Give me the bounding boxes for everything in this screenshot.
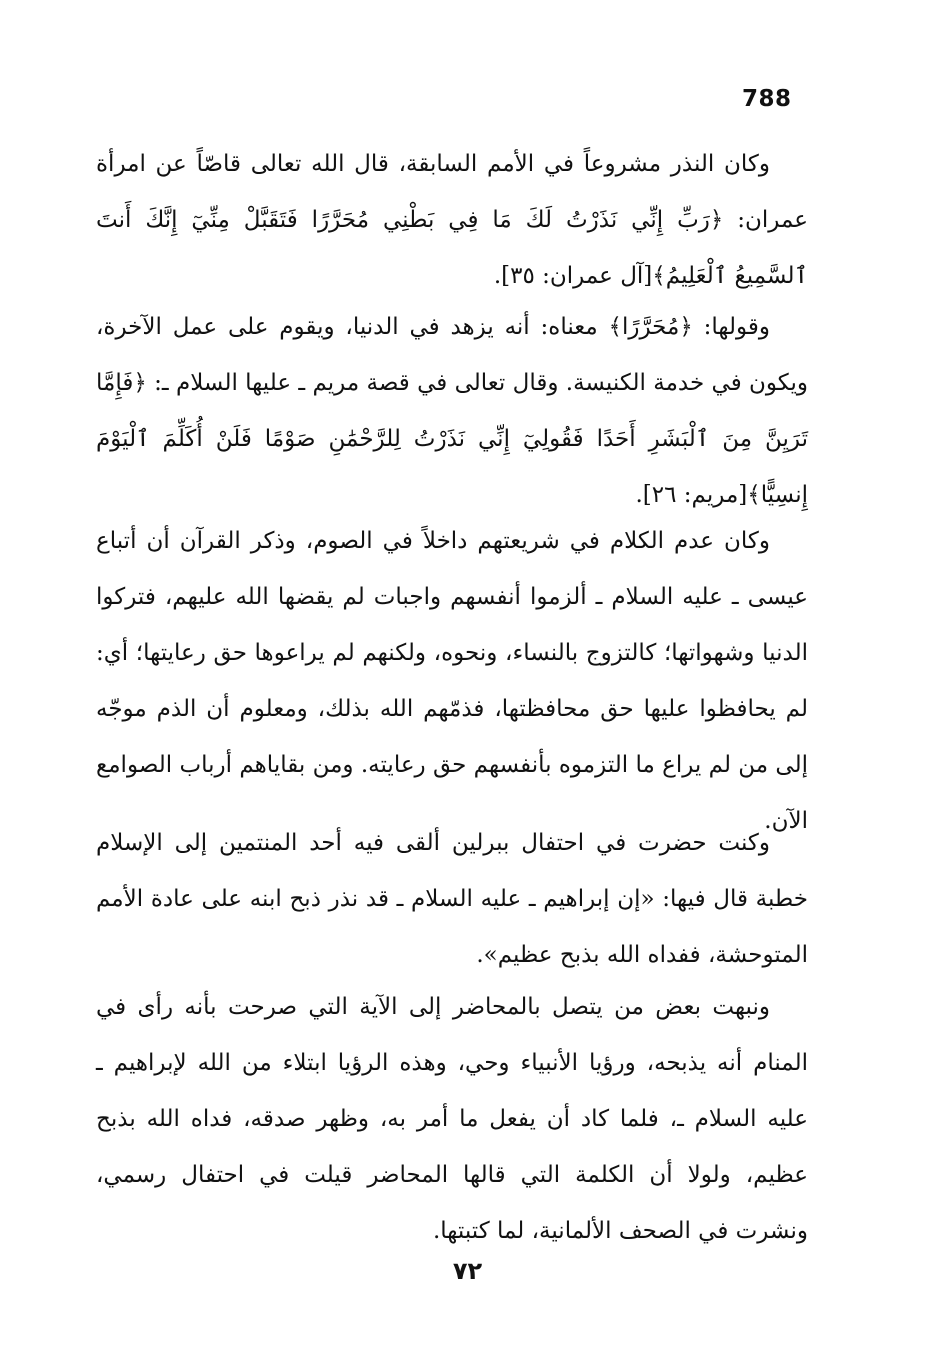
paragraph-text: ونبهت بعض من يتصل بالمحاضر إلى الآية التي صرحت بأنه رأى في المنام أنه يذبحه، ورؤيا الأنبياء وحي، وهذه الرؤيا ابتلاء من الله لإبراهيم ـ عليه السلام ـ، فلما كاد أن يفعل ما أمر به، وظهر صدقه، فداه الله بذبح عظيم، ولولا أن الكلمة التي قالها المحاضر قيلت في احتفال رسمي، ونشرت في الصحف الألمانية، لما كتبتها. [96,994,808,1244]
page-number-top: 788 [742,86,792,112]
paragraph-meaning-of-muharrar [96,299,808,523]
paragraph-response-to-speaker [96,979,808,1259]
paragraph-silence-and-monasticism [96,513,808,849]
paragraph-vow-in-former-nations [96,136,808,304]
paragraph-text: وكنت حضرت في احتفال ببرلين ألقى فيه أحد المنتمين إلى الإسلام خطبة قال فيها: «إن إبراهيم ـ عليه السلام ـ قد نذر ذبح ابنه على عادة الأمم المتوحشة، ففداه الله بذبح عظيم». [96,830,808,968]
paragraph-text: وكان النذر مشروعاً في الأمم السابقة، قال الله تعالى قاصّاً عن امرأة عمران: ﴿رَبِّ إِنِّي نَذَرْتُ لَكَ مَا فِي بَطْنِي مُحَرَّرًا فَتَقَبَّلْ مِنِّيٓ إِنَّكَ أَنتَ ٱلسَّمِيعُ ٱلْعَلِيمُ﴾[آل عمران: ٣٥]. [96,151,808,289]
paragraph-text: وكان عدم الكلام في شريعتهم داخلاً في الصوم، وذكر القرآن أن أتباع عيسى ـ عليه السلام ـ ألزموا أنفسهم واجبات لم يقضها الله عليهم، فتركوا الدنيا وشهواتها؛ كالتزوج بالنساء، ونحوه، ولكنهم لم يراعوها حق رعايتها؛ أي: لم يحافظوا عليها حق محافظتها، فذمّهم الله بذلك، ومعلوم أن الذم موجّه إلى من لم يراع ما التزموه بأنفسهم حق رعايته. ومن بقاياهم أرباب الصوامع الآن. [96,528,808,834]
paragraph-berlin-speech [96,815,808,983]
paragraph-text: وقولها: ﴿مُحَرَّرًا﴾ معناه: أنه يزهد في الدنيا، ويقوم على عمل الآخرة، ويكون في خدمة الكنيسة. وقال تعالى في قصة مريم ـ عليها السلام ـ: ﴿فَإِمَّا تَرَيِنَّ مِنَ ٱلْبَشَرِ أَحَدًا فَقُولِيٓ إِنِّي نَذَرْتُ لِلرَّحْمَٰنِ صَوْمًا فَلَنْ أُكَلِّمَ ٱلْيَوْمَ إِنسِيًّا﴾[مريم: ٢٦]. [96,314,808,508]
page-number-bottom: ٧٢ [452,1257,483,1285]
